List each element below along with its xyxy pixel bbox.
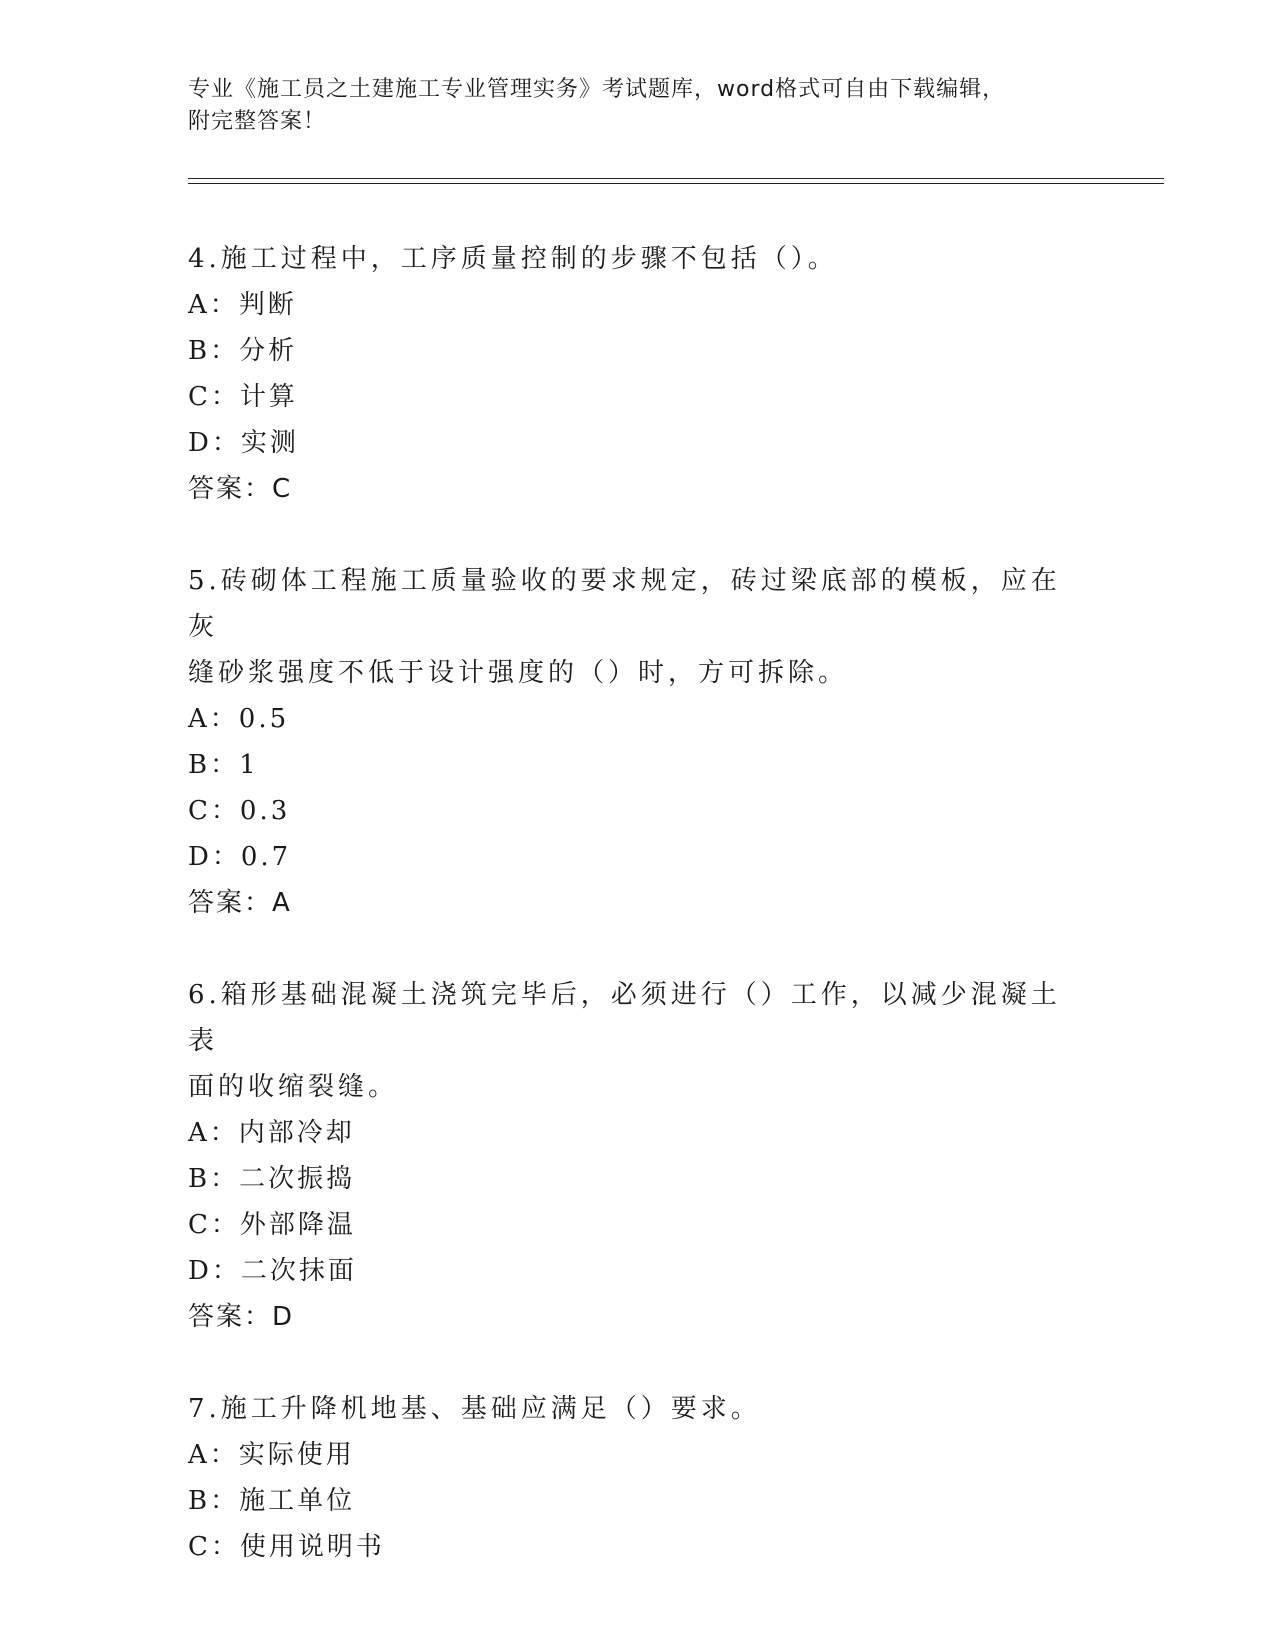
option-item: [188, 1432, 1088, 1478]
option-item: [188, 1248, 1088, 1294]
option-item: [188, 1110, 1088, 1156]
option-letter: B：: [188, 336, 240, 366]
answer-line: 答案：C: [188, 474, 293, 504]
answer-line: 答案：A: [188, 888, 292, 918]
option-text: 二次振捣: [239, 1164, 356, 1194]
option-item: [188, 1156, 1088, 1202]
question-block: [188, 1386, 1088, 1570]
document-header: [188, 74, 1088, 138]
question-block: [188, 236, 1088, 512]
option-letter: B：: [188, 1486, 240, 1516]
option-item: [188, 696, 1088, 742]
header-line-2: 附完整答案！: [188, 109, 327, 134]
option-letter: B：: [188, 750, 240, 780]
option-item: [188, 420, 1088, 466]
option-item: [188, 788, 1088, 834]
header-divider-top: [188, 178, 1164, 179]
option-text: 内部冷却: [238, 1118, 355, 1148]
option-item: [188, 1202, 1088, 1248]
option-text: 二次抹面: [240, 1256, 357, 1286]
option-letter: C：: [188, 382, 240, 412]
option-letter: B：: [188, 1164, 240, 1194]
option-item: [188, 282, 1088, 328]
option-text: 施工单位: [239, 1486, 356, 1516]
option-text: 外部降温: [239, 1210, 356, 1240]
option-item: [188, 1524, 1088, 1570]
option-letter: A：: [188, 1440, 239, 1470]
question-text: 5.砖砌体工程施工质量验收的要求规定，砖过梁底部的模板，应在灰: [188, 566, 1061, 642]
question-text: 面的收缩裂缝。: [188, 1072, 399, 1102]
question-text: 7.施工升降机地基、基础应满足（）要求。: [188, 1394, 761, 1424]
answer-line: 答案：D: [188, 1302, 295, 1332]
header-divider-bottom: [188, 183, 1164, 184]
question-text: 6.箱形基础混凝土浇筑完毕后，必须进行（）工作，以减少混凝土表: [188, 980, 1061, 1056]
option-text: 1: [239, 750, 259, 780]
option-item: [188, 1478, 1088, 1524]
question-block: [188, 972, 1088, 1340]
option-text: 使用说明书: [239, 1532, 385, 1562]
option-text: 实测: [240, 428, 299, 458]
option-letter: D：: [188, 1256, 241, 1286]
option-text: 0.5: [238, 704, 290, 734]
option-item: [188, 328, 1088, 374]
option-letter: D：: [188, 842, 241, 872]
question-block: [188, 558, 1088, 926]
option-text: 实际使用: [238, 1440, 355, 1470]
option-item: [188, 374, 1088, 420]
question-list: [188, 236, 1088, 1616]
option-letter: A：: [188, 704, 239, 734]
question-text: 缝砂浆强度不低于设计强度的（）时，方可拆除。: [188, 658, 849, 688]
option-text: 计算: [239, 382, 298, 412]
option-item: [188, 742, 1088, 788]
option-letter: C：: [188, 1210, 240, 1240]
option-letter: C：: [188, 796, 240, 826]
option-letter: C：: [188, 1532, 240, 1562]
option-letter: A：: [188, 1118, 239, 1148]
option-text: 分析: [239, 336, 298, 366]
option-letter: D：: [188, 428, 241, 458]
header-line-1: 专业《施工员之土建施工专业管理实务》考试题库，word格式可自由下载编辑，: [188, 77, 1006, 102]
option-letter: A：: [188, 290, 239, 320]
option-text: 0.3: [239, 796, 291, 826]
option-text: 0.7: [240, 842, 292, 872]
question-text: 4.施工过程中，工序质量控制的步骤不包括（）。: [188, 244, 838, 274]
option-text: 判断: [238, 290, 297, 320]
option-item: [188, 834, 1088, 880]
